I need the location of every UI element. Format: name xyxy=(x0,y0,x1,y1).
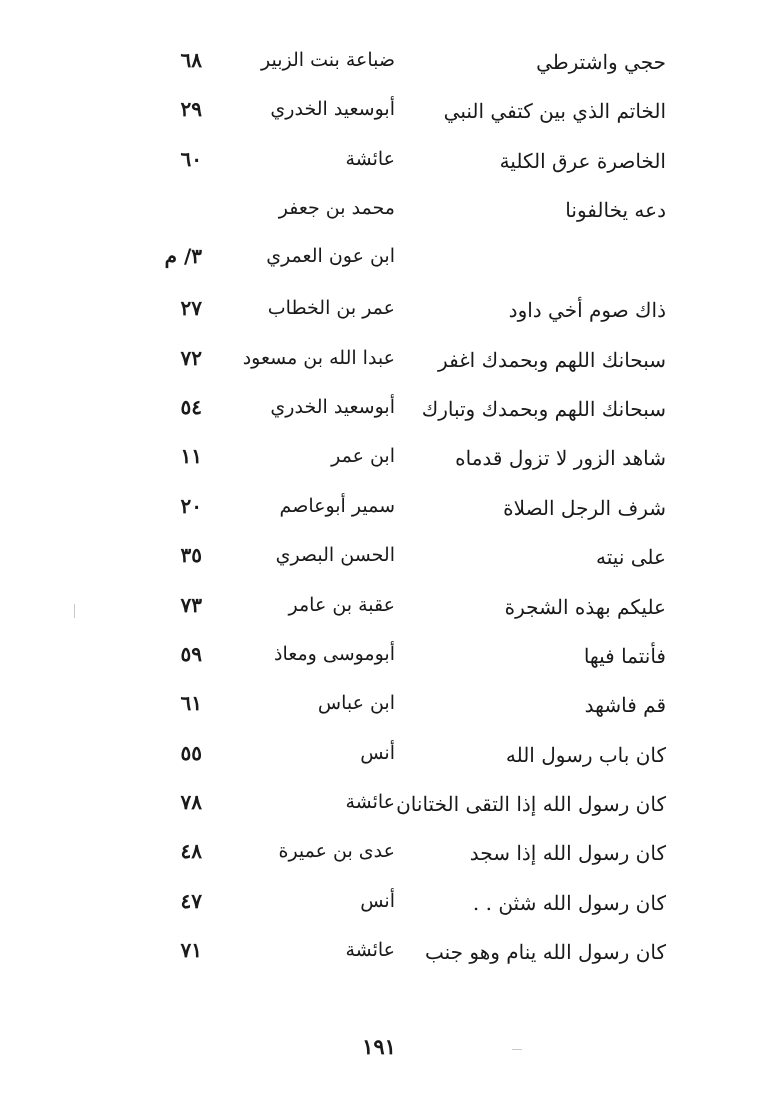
scan-speck xyxy=(512,1049,522,1050)
index-row xyxy=(150,488,680,537)
index-row xyxy=(150,438,680,487)
index-row xyxy=(150,784,680,833)
index-row xyxy=(150,685,680,734)
index-row xyxy=(150,340,680,389)
narrator-name: عدى بن عميرة xyxy=(278,840,395,863)
page-reference: ٢٠ xyxy=(180,493,202,518)
narrator-name: عبدا الله بن مسعود xyxy=(242,346,395,369)
hadith-text: سبحانك اللهم وبحمدك اغفر xyxy=(438,347,666,372)
hadith-text: على نيته xyxy=(596,545,666,570)
index-row xyxy=(150,833,680,882)
index-row xyxy=(150,389,680,438)
narrator-name: عائشة xyxy=(345,147,395,170)
page-reference: ٧١ xyxy=(180,938,202,963)
index-row xyxy=(150,42,680,91)
page-reference: ٥٥ xyxy=(180,740,202,765)
index-row xyxy=(150,537,680,586)
hadith-text: ذاك صوم أخي داود xyxy=(508,298,666,323)
hadith-text: سبحانك اللهم وبحمدك وتبارك xyxy=(421,396,666,421)
page-reference: ٥٩ xyxy=(180,641,202,666)
index-row xyxy=(150,932,680,981)
page-reference: ٢٩ xyxy=(180,97,202,122)
hadith-index-table xyxy=(150,42,680,982)
narrator-name: عائشة xyxy=(345,939,395,962)
index-row xyxy=(150,190,680,290)
narrator-name: أبوسعيد الخدري xyxy=(270,395,395,418)
hadith-text: كان رسول الله شثن . . xyxy=(472,890,666,915)
page-reference: ٦٨ xyxy=(180,48,202,72)
page-reference: ٥٤ xyxy=(180,394,202,419)
hadith-text: عليكم بهذه الشجرة xyxy=(504,594,666,619)
narrator-name: أبوسعيد الخدري xyxy=(270,98,395,121)
narrator-name: عمر بن الخطاب xyxy=(267,297,395,320)
hadith-text: شاهد الزور لا تزول قدماه xyxy=(455,446,666,471)
hadith-text: دعه يخالفونا xyxy=(565,198,666,223)
page-reference: ٧٣ xyxy=(180,592,202,617)
hadith-text: قم فاشهد xyxy=(584,693,666,718)
index-row xyxy=(150,883,680,932)
hadith-text: كان رسول الله إذا التقى الختانان xyxy=(396,792,666,817)
index-row xyxy=(150,290,680,339)
hadith-text: فأنتما فيها xyxy=(583,643,666,668)
index-row xyxy=(150,91,680,140)
second-narrator-name: ابن عون العمري xyxy=(266,245,395,268)
page-reference: ٧٢ xyxy=(180,345,202,370)
page-reference: ٦٠ xyxy=(180,146,202,171)
narrator-name: الحسن البصري xyxy=(275,544,395,567)
page-reference: ٣٥ xyxy=(180,543,202,568)
narrator-name: سمير أبوعاصم xyxy=(279,494,395,517)
narrator-name: عقبة بن عامر xyxy=(288,593,395,616)
page-reference: ٤٨ xyxy=(180,839,202,864)
narrator-name: أبوموسى ومعاذ xyxy=(274,642,395,665)
narrator-name: أنس xyxy=(360,889,395,912)
narrator-name: ابن عمر xyxy=(331,445,395,468)
narrator-name: ضباعة بنت الزبير xyxy=(261,49,395,71)
page-number: ١٩١ xyxy=(362,1034,396,1059)
hadith-text: كان رسول الله إذا سجد xyxy=(469,841,666,866)
index-row xyxy=(150,735,680,784)
index-row xyxy=(150,141,680,190)
hadith-text: الخاتم الذي بين كتفي النبي xyxy=(443,99,666,124)
page-reference: ٣/ م xyxy=(164,244,202,269)
narrator-name: ابن عباس xyxy=(317,692,395,715)
page-reference: ٧٨ xyxy=(180,790,202,815)
hadith-text: كان رسول الله ينام وهو جنب xyxy=(424,940,666,965)
index-row xyxy=(150,636,680,685)
page-reference: ٢٧ xyxy=(180,296,202,321)
page-reference: ٦١ xyxy=(180,691,202,716)
hadith-text: شرف الرجل الصلاة xyxy=(503,495,666,520)
narrator-name: عائشة xyxy=(345,791,395,814)
narrator-name: أنس xyxy=(360,741,395,764)
hadith-text: حجي واشترطي xyxy=(536,50,666,74)
page-reference: ١١ xyxy=(180,444,202,469)
hadith-text: الخاصرة عرق الكلية xyxy=(499,148,666,173)
scan-speck xyxy=(74,604,75,618)
hadith-text: كان باب رسول الله xyxy=(505,742,666,767)
narrator-name: محمد بن جعفر xyxy=(278,197,395,220)
page-reference: ٤٧ xyxy=(180,888,202,913)
index-row xyxy=(150,587,680,636)
